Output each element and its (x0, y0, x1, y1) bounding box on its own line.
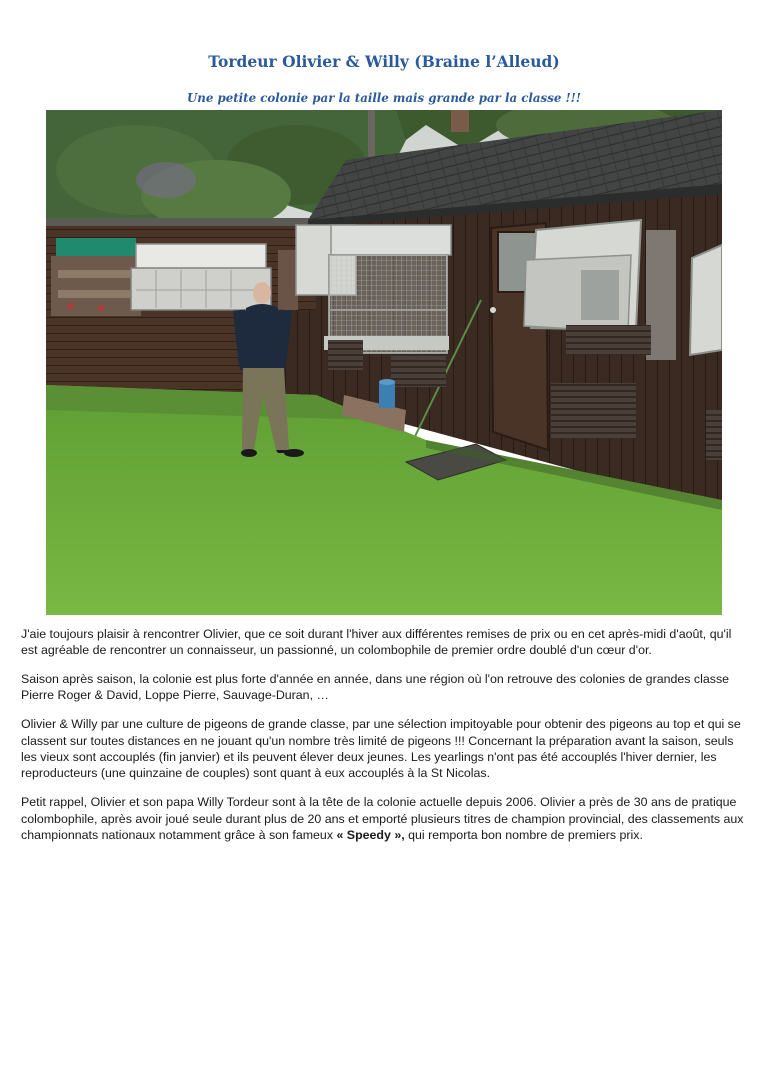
page-title: Tordeur Olivier & Willy (Braine l’Alleud) (208, 52, 560, 71)
paragraph-history (21, 794, 749, 843)
paragraph-history-end: qui remporta bon nombre de premiers prix. (404, 828, 643, 843)
speedy-name: « Speedy », (336, 828, 405, 843)
pigeon-loft-photo (46, 110, 722, 615)
paragraph-intro: J'aie toujours plaisir à rencontrer Olivier, que ce soit durant l'hiver aux différentes remises de prix ou en cet après-midi d'août, qu'il est agréable de rencontrer un connaisseur, un passionné, un colombophile de premier ordre doublé d'un cœur d'or. (21, 627, 732, 658)
paragraph-history-text: Petit rappel, Olivier et son papa Willy Tordeur sont à la tête de la colonie actuelle depuis 2006. Olivier a près de 30 ans de pratique colombophile, après avoir joué seule durant plus de 20 ans et emporté plusieurs titres de champion provincial, des classements aux championnats nationaux notamment grâce à son fameux (21, 795, 744, 843)
article-body (21, 626, 749, 856)
page-subtitle: Une petite colonie par la taille mais grande par la classe !!! (187, 91, 581, 105)
paragraph-selection: Olivier & Willy par une culture de pigeons de grande classe, par une sélection impitoyable pour obtenir des pigeons au top et qui se classent sur toutes distances en ne jouant qu'un nombre très limité de pigeons !!! Concernant la préparation avant la saison, seuls les vieux sont accouplés (fin janvier) et ils peuvent élever deux jeunes. Les yearlings n'ont pas été accouplés l'hiver dernier, les reproducteurs (une quinzaine de couples) sont quant à eux accouplés à la St Nicolas. (21, 717, 741, 781)
paragraph-season: Saison après saison, la colonie est plus forte d'année en année, dans une région où l'on retrouve des colonies de grandes classe Pierre Roger & David, Loppe Pierre, Sauvage-Duran, … (21, 671, 730, 703)
